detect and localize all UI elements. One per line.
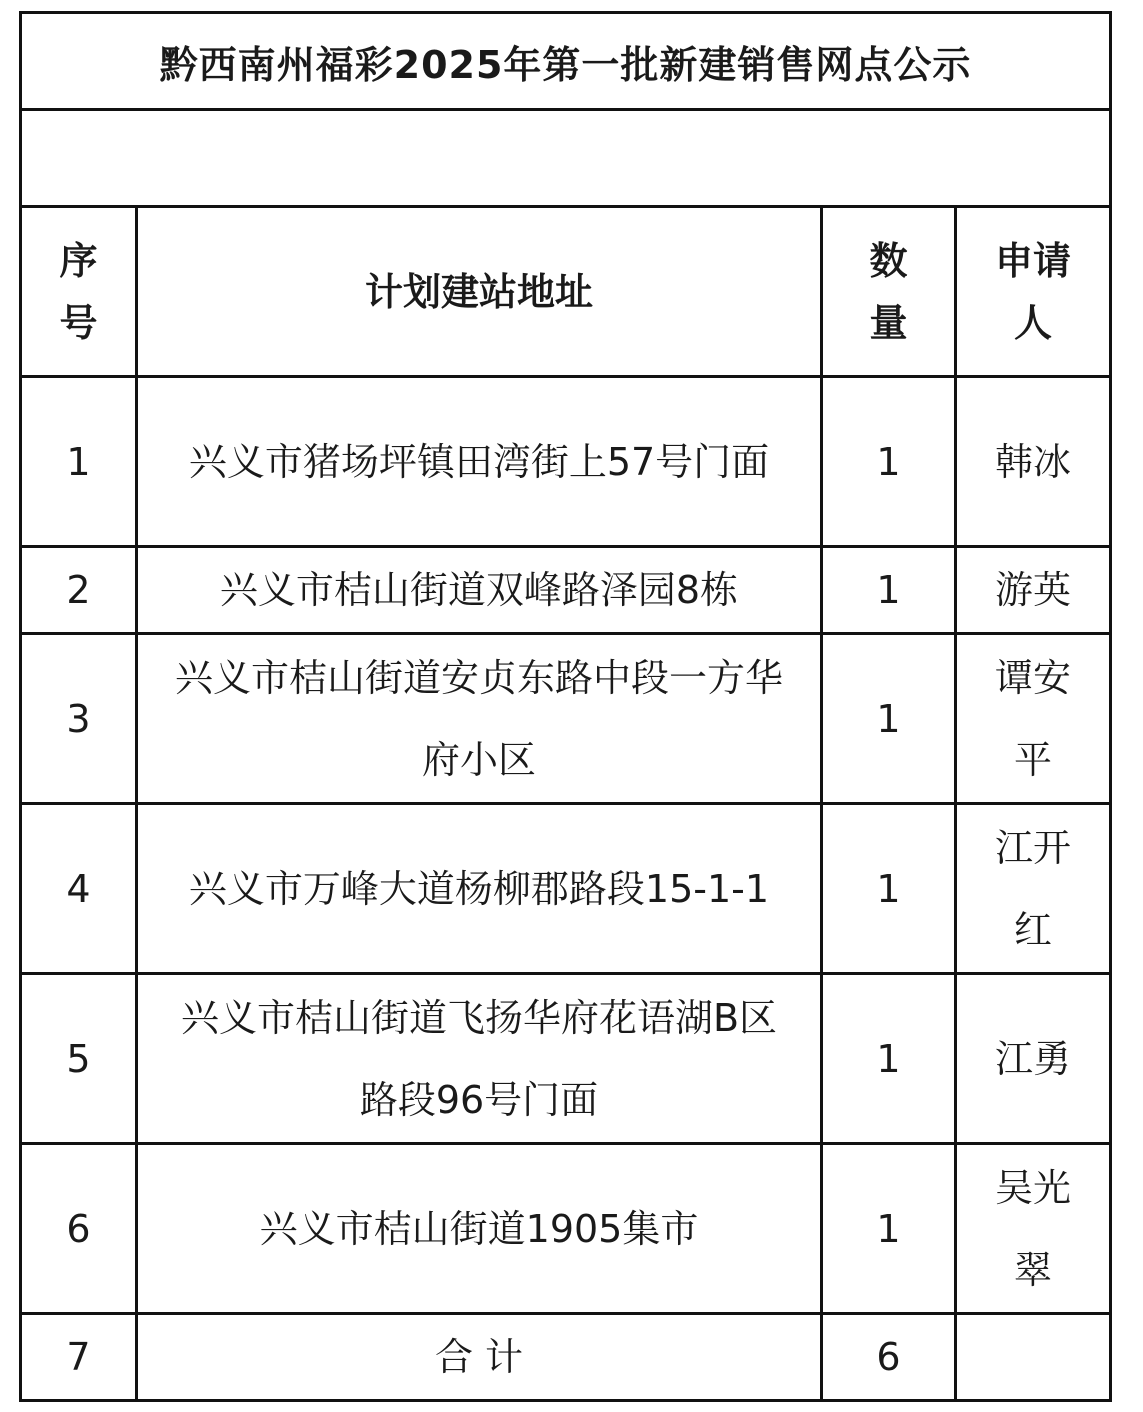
blank-cell — [21, 110, 1111, 207]
outlet-table — [19, 11, 1112, 1402]
table-row — [21, 1144, 1111, 1314]
cell-address: 兴义市桔山街道双峰路泽园8栋 — [137, 547, 822, 634]
notice-sheet — [19, 11, 1112, 1402]
cell-seq: 5 — [21, 974, 137, 1144]
total-label: 合 计 — [137, 1314, 822, 1401]
cell-seq: 6 — [21, 1144, 137, 1314]
table-row — [21, 377, 1111, 547]
cell-address: 兴义市桔山街道1905集市 — [137, 1144, 822, 1314]
total-seq: 7 — [21, 1314, 137, 1401]
header-seq: 序号 — [21, 207, 137, 377]
cell-quantity: 1 — [822, 634, 956, 804]
table-row — [21, 547, 1111, 634]
table-title: 黔西南州福彩2025年第一批新建销售网点公示 — [21, 13, 1111, 110]
total-row — [21, 1314, 1111, 1401]
cell-applicant: 韩冰 — [956, 377, 1111, 547]
cell-seq: 4 — [21, 804, 137, 974]
cell-quantity: 1 — [822, 974, 956, 1144]
cell-applicant: 江开红 — [956, 804, 1111, 974]
total-quantity: 6 — [822, 1314, 956, 1401]
table-row — [21, 974, 1111, 1144]
header-row — [21, 207, 1111, 377]
cell-seq: 1 — [21, 377, 137, 547]
header-applicant: 申请人 — [956, 207, 1111, 377]
table-row — [21, 804, 1111, 974]
cell-address: 兴义市万峰大道杨柳郡路段15-1-1 — [137, 804, 822, 974]
cell-address: 兴义市桔山街道安贞东路中段一方华府小区 — [137, 634, 822, 804]
cell-quantity: 1 — [822, 804, 956, 974]
cell-address: 兴义市桔山街道飞扬华府花语湖B区路段96号门面 — [137, 974, 822, 1144]
cell-quantity: 1 — [822, 547, 956, 634]
cell-seq: 2 — [21, 547, 137, 634]
header-quantity: 数量 — [822, 207, 956, 377]
cell-applicant: 吴光翠 — [956, 1144, 1111, 1314]
cell-quantity: 1 — [822, 1144, 956, 1314]
cell-applicant: 江勇 — [956, 974, 1111, 1144]
header-address: 计划建站地址 — [137, 207, 822, 377]
cell-applicant: 谭安平 — [956, 634, 1111, 804]
title-row — [21, 13, 1111, 110]
total-applicant — [956, 1314, 1111, 1401]
blank-row — [21, 110, 1111, 207]
cell-quantity: 1 — [822, 377, 956, 547]
cell-applicant: 游英 — [956, 547, 1111, 634]
table-row — [21, 634, 1111, 804]
cell-seq: 3 — [21, 634, 137, 804]
cell-address: 兴义市猪场坪镇田湾街上57号门面 — [137, 377, 822, 547]
